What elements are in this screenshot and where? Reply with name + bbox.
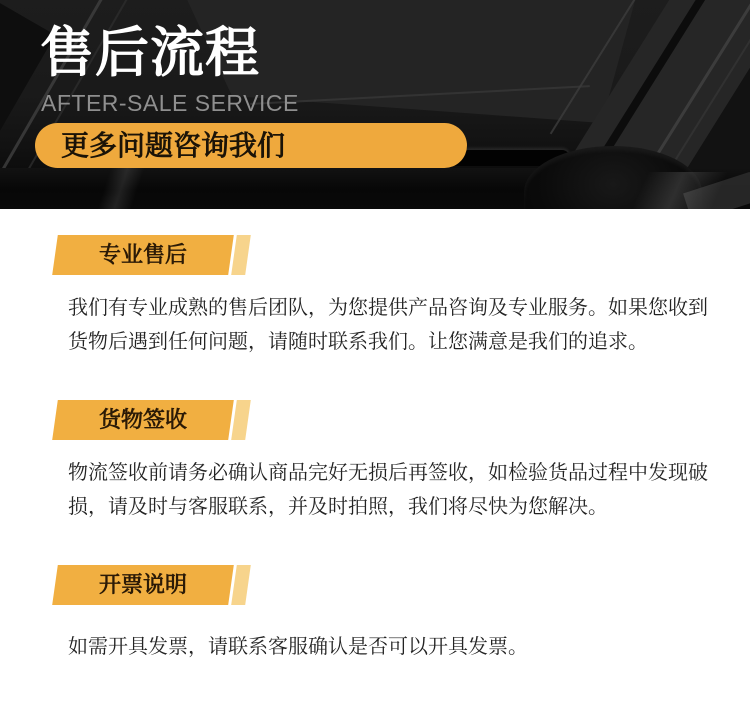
page-title: 售后流程 [40, 23, 260, 83]
section-paragraph-professional-service [68, 291, 728, 359]
header-photo-banner [0, 0, 750, 209]
tag-accent-stripe [231, 400, 251, 440]
paragraph-line: 如需开具发票，请联系客服确认是否可以开具发票。 [68, 636, 528, 658]
tag-label: 专业售后 [98, 242, 187, 267]
section-tag-professional-service [55, 235, 231, 275]
section-paragraph-goods-receipt [68, 456, 728, 524]
page-subtitle: AFTER-SALE SERVICE [41, 90, 299, 116]
paragraph-line: 损，请及时与客服联系，并及时拍照，我们将尽快为您解决。 [68, 496, 608, 518]
tag-label: 开票说明 [98, 572, 187, 597]
contact-us-banner[interactable] [35, 123, 467, 168]
section-tag-goods-receipt [55, 400, 231, 440]
tag-accent-stripe [231, 565, 251, 605]
paragraph-line: 物流签收前请务必确认商品完好无损后再签收，如检验货品过程中发现破 [68, 462, 708, 484]
section-paragraph-invoice-info [68, 630, 728, 664]
photo-reflection-streak-right [632, 172, 728, 209]
tag-accent-stripe [231, 235, 251, 275]
paragraph-line: 我们有专业成熟的售后团队，为您提供产品咨询及专业服务。如果您收到 [68, 297, 708, 319]
tag-label: 货物签收 [98, 407, 187, 432]
section-tag-invoice-info [55, 565, 231, 605]
paragraph-line: 货物后遇到任何问题，请随时联系我们。让您满意是我们的追求。 [68, 331, 648, 353]
contact-us-banner-label: 更多问题咨询我们 [61, 130, 286, 161]
